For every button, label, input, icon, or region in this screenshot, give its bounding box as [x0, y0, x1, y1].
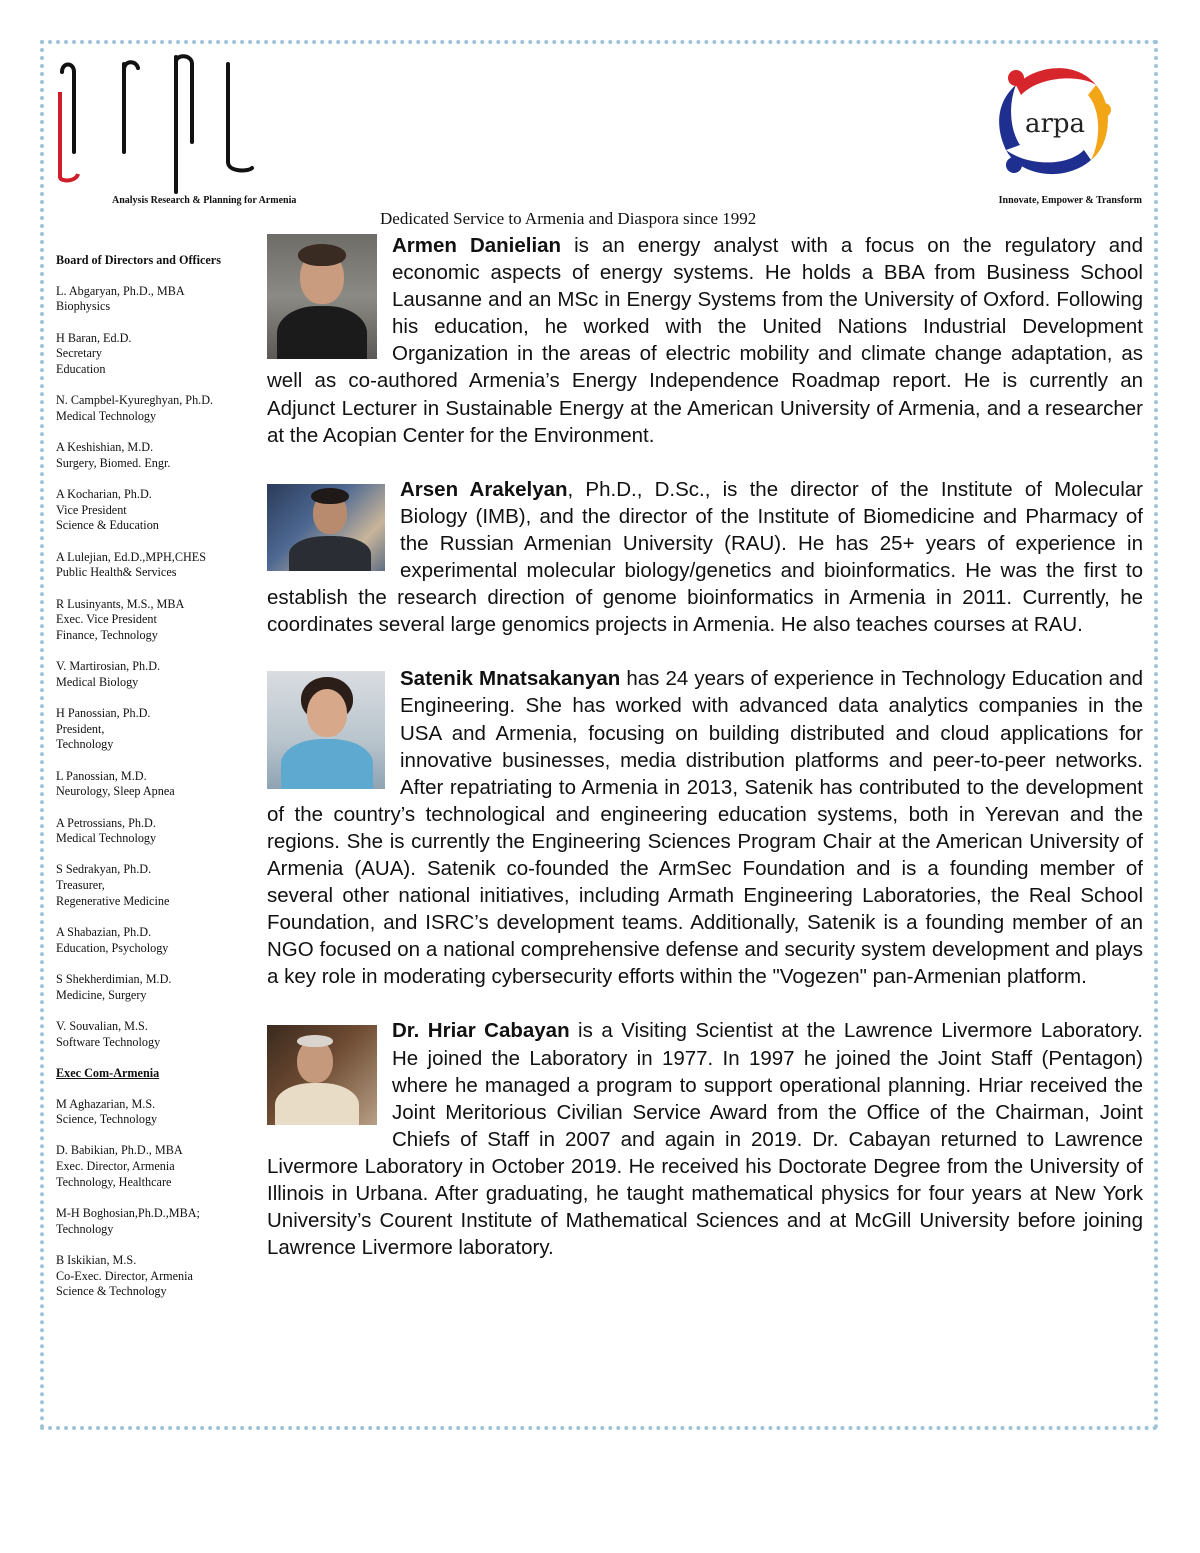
board-member [56, 972, 246, 1003]
board-member [56, 284, 246, 315]
board-member [56, 925, 246, 956]
portrait-photo [267, 234, 377, 359]
board-member [56, 706, 246, 753]
member-name: A Shabazian, Ph.D. [56, 925, 152, 940]
logo-caption-left: Analysis Research & Planning for Armenia [112, 195, 297, 206]
member-name: B Iskikian, M.S. [56, 1252, 137, 1267]
board-member [56, 769, 246, 800]
board-members-list [56, 284, 246, 1051]
member-detail: Science, Technology [56, 1112, 158, 1127]
board-member [56, 659, 246, 690]
member-detail: Neurology, Sleep Apnea [56, 784, 175, 799]
board-member [56, 487, 246, 534]
board-member [56, 1019, 246, 1050]
member-name: L. Abgaryan, Ph.D., MBA [56, 283, 185, 298]
board-member [56, 393, 246, 424]
board-member [56, 862, 246, 909]
member-detail: Exec. Vice President [56, 612, 157, 627]
bio-arsen-arakelyan [267, 476, 1143, 639]
member-name: L Panossian, M.D. [56, 768, 147, 783]
member-detail: Finance, Technology [56, 627, 158, 642]
member-detail: Science & Technology [56, 1284, 167, 1299]
logo-right-text: arpa [1024, 109, 1086, 139]
member-name: V. Souvalian, M.S. [56, 1018, 148, 1033]
member-detail: Medical Biology [56, 674, 139, 689]
portrait-photo [267, 671, 385, 789]
member-detail: Co-Exec. Director, Armenia [56, 1268, 193, 1283]
bio-name: Armen Danielian [392, 234, 562, 257]
member-detail: Biophysics [56, 299, 111, 314]
bio-text: , Ph.D., D.Sc., is the director of the Institute of Molecular Biology (IMB), and the director of the Institute of Biomedicine and Pharmacy of the Russian Armenian University (RAU). He has 25+ years of experience in experimental molecular biology/genetics and bioinformatics. He was the first to establish the research direction of genome bioinformatics in Armenia in 2011. Currently, he coordinates several large genomics projects in Armenia. He also teaches courses at RAU. [267, 477, 1143, 637]
bio-name: Dr. Hriar Cabayan [392, 1019, 570, 1043]
member-detail: Vice President [56, 502, 127, 517]
member-detail: Regenerative Medicine [56, 893, 170, 908]
bio-satenik-mnatsakanyan [267, 665, 1143, 990]
board-member [56, 816, 246, 847]
member-detail: Software Technology [56, 1034, 161, 1049]
member-name: H Panossian, Ph.D. [56, 706, 151, 721]
member-detail: Education, Psychology [56, 940, 169, 955]
member-name: M-H Boghosian,Ph.D.,MBA; [56, 1206, 200, 1221]
member-detail: Technology, Healthcare [56, 1174, 172, 1189]
bio-text: is a Visiting Scientist at the Lawrence Livermore Laboratory. He joined the Laboratory in 1977. In 1997 he joined the Joint Staff (Pentagon) where he managed a program to support operational planning. Hriar received the Joint Meritorious Civilian Service Award from the Office of the Chairman, Joint Chiefs of Staff in 2007 and again in 2019. Dr. Cabayan returned to Lawrence Livermore Laboratory in October 2019. He received his Doctorate Degree from the University of Illinois in Urbana. After graduating, he taught mathematical physics for four years at New York University’s Courent Institute of Mathematical Sciences and at McGill University before joining Lawrence Livermore laboratory. [267, 1019, 1143, 1260]
member-name: A Lulejian, Ed.D.,MPH,CHES [56, 549, 206, 564]
member-name: D. Babikian, Ph.D., MBA [56, 1143, 183, 1158]
member-detail: Medical Technology [56, 831, 157, 846]
member-detail: Public Health& Services [56, 565, 177, 580]
board-member [56, 550, 246, 581]
board-member [56, 597, 246, 644]
member-name: A Keshishian, M.D. [56, 440, 154, 455]
member-name: M Aghazarian, M.S. [56, 1096, 156, 1111]
member-name: N. Campbel-Kyureghyan, Ph.D. [56, 393, 214, 408]
member-detail: Treasurer, [56, 878, 105, 893]
bio-armen-danielian [267, 232, 1143, 449]
bio-name: Arsen Arakelyan [400, 477, 568, 501]
board-member [56, 1097, 246, 1128]
portrait-photo [267, 1025, 377, 1125]
member-detail: Science & Education [56, 518, 159, 533]
board-member [56, 440, 246, 471]
member-detail: President, [56, 721, 105, 736]
member-detail: Medical Technology [56, 408, 157, 423]
board-member [56, 1206, 246, 1237]
bio-name: Satenik Mnatsakanyan [400, 667, 621, 691]
member-detail: Secretary [56, 346, 103, 361]
bio-text: has 24 years of experience in Technology Education and Engineering. She has worked with advanced data analytics companies in the USA and Armenia, focusing on building distributed and cloud applications for innovative businesses, media distribution platforms and peer-to-peer networks. After repatriating to Armenia in 2013, Satenik has contributed to the development of the country’s technological and engineering education systems, both in Yerevan and the regions. She is currently the Engineering Sciences Program Chair at the American University of Armenia (AUA). Satenik co-founded the ArmSec Foundation and is a founding member of several other national initiatives, including Armath Engineering Laboratories, the Real School Foundation, and ISRC’s development teams. Additionally, Satenik is a founding member of an NGO focused on a national comprehensive defense and security system development and plays a key role in moderating cybersecurity efforts within the "Vogezen" pan-Armenian platform. [267, 667, 1143, 989]
member-name: R Lusinyants, M.S., MBA [56, 596, 185, 611]
board-member [56, 1143, 246, 1190]
member-detail: Education [56, 362, 106, 377]
member-name: V. Martirosian, Ph.D. [56, 659, 161, 674]
bios-section [267, 232, 1143, 1261]
member-detail: Technology [56, 737, 114, 752]
exec-members-list [56, 1097, 246, 1301]
member-name: H Baran, Ed.D. [56, 330, 132, 345]
exec-com-title: Exec Com-Armenia [56, 1065, 160, 1080]
portrait-photo [267, 484, 385, 571]
member-detail: Surgery, Biomed. Engr. [56, 455, 171, 470]
dedication-line: Dedicated Service to Armenia and Diaspora since 1992 [380, 209, 757, 228]
board-member [56, 1253, 246, 1300]
board-title: Board of Directors and Officers [56, 253, 221, 267]
board-member [56, 331, 246, 378]
bio-text: is an energy analyst with a focus on the regulatory and economic aspects of energy systems. He holds a BBA from Business School Lausanne and an MSc in Energy Systems from the University of Oxford. Following his education, he worked with the United Nations Industrial Development Organization in the areas of electric mobility and climate change adaptation, as well as co-authored Armenia’s Energy Independence Roadmap report. He is currently an Adjunct Lecturer in Sustainable Energy at the American University of Armenia, and a researcher at the Acopian Center for the Environment. [267, 234, 1143, 447]
bio-hriar-cabayan [267, 1017, 1143, 1261]
member-name: S Shekherdimian, M.D. [56, 972, 172, 986]
arpa-circle-logo [996, 60, 1114, 182]
member-name: A Petrossians, Ph.D. [56, 815, 156, 830]
logo-caption-right: Innovate, Empower & Transform [998, 195, 1142, 206]
member-name: A Kocharian, Ph.D. [56, 487, 152, 502]
member-detail: Technology [56, 1221, 114, 1236]
member-name: S Sedrakyan, Ph.D. [56, 862, 152, 877]
board-sidebar [56, 253, 246, 1316]
member-detail: Exec. Director, Armenia [56, 1159, 175, 1174]
arpa-logo [52, 52, 262, 197]
member-detail: Medicine, Surgery [56, 987, 147, 1002]
